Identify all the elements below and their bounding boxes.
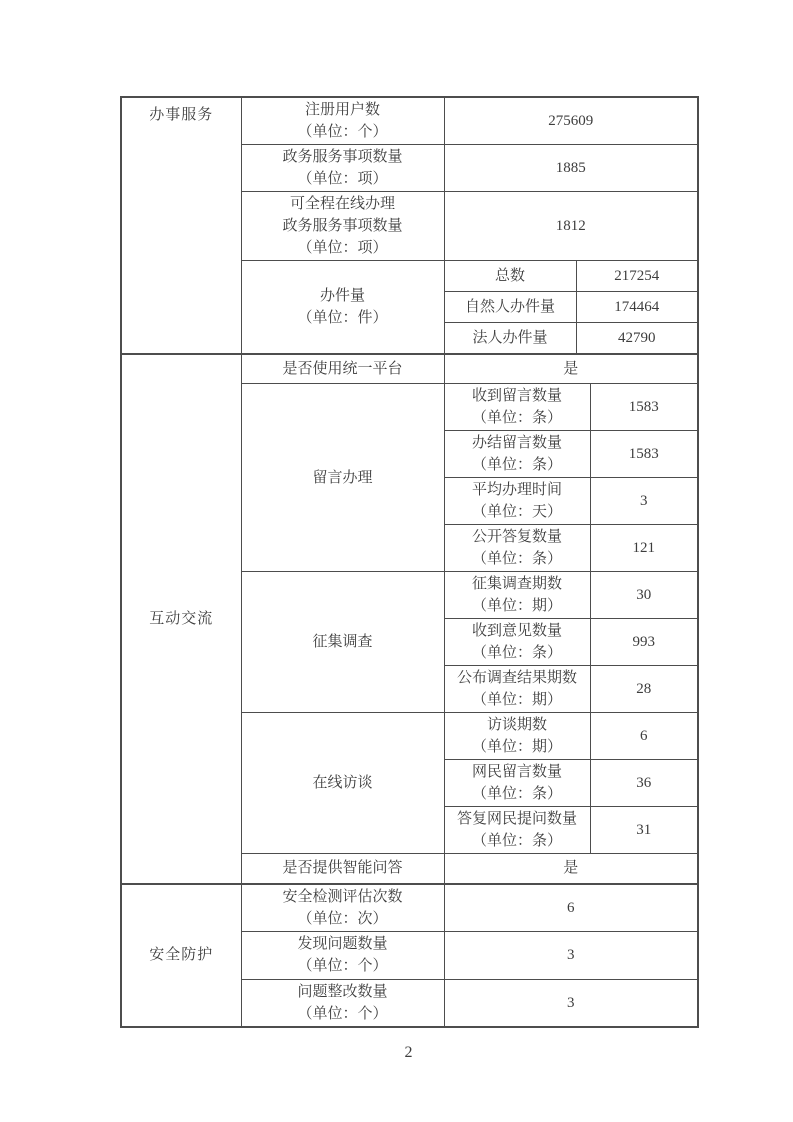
submetric-unit: （单位：期） xyxy=(471,739,562,755)
metric-label-cell: 是否提供智能问答 xyxy=(241,854,444,884)
metric-value: 3 xyxy=(444,931,698,979)
submetric-value: 1583 xyxy=(590,431,698,478)
submetric-unit: （单位：天） xyxy=(471,504,562,520)
group-label-cell: 在线访谈 xyxy=(241,713,444,854)
submetric-label: 办结留言数量 xyxy=(471,435,562,451)
group-unit: （单位：件） xyxy=(297,309,388,326)
submetric-label-cell xyxy=(444,478,590,525)
page-number: 2 xyxy=(404,1044,413,1061)
metric-unit: （单位：个） xyxy=(297,1005,388,1022)
submetric-value: 42790 xyxy=(576,323,698,354)
submetric-label: 访谈期数 xyxy=(486,717,547,733)
metric-label: 注册用户数 xyxy=(304,102,380,118)
metric-unit: （单位：项） xyxy=(297,171,388,187)
submetric-label-cell xyxy=(444,619,590,666)
submetric-value: 28 xyxy=(590,666,698,713)
submetric-label-cell: 总数 xyxy=(444,261,576,292)
metric-label: 政务服务事项数量 xyxy=(282,149,403,165)
submetric-value: 30 xyxy=(590,572,698,619)
submetric-label-cell xyxy=(444,666,590,713)
submetric-label: 征集调查期数 xyxy=(471,576,562,592)
submetric-value: 36 xyxy=(590,760,698,807)
submetric-label: 答复网民提问数量 xyxy=(456,811,577,827)
section-category-label: 安全防护 xyxy=(149,947,214,963)
annual-report-table xyxy=(120,96,699,1028)
section-category-hudong xyxy=(121,354,241,884)
submetric-unit: （单位：条） xyxy=(471,410,562,426)
metric-label-cell xyxy=(241,145,444,192)
submetric-unit: （单位：条） xyxy=(471,457,562,473)
group-label-cell xyxy=(241,261,444,354)
submetric-label-cell: 自然人办件量 xyxy=(444,292,576,323)
submetric-label: 收到意见数量 xyxy=(471,623,562,639)
submetric-unit: （单位：条） xyxy=(471,786,562,802)
submetric-value: 121 xyxy=(590,525,698,572)
section-category-label: 办事服务 xyxy=(149,107,214,123)
metric-unit: （单位：项） xyxy=(297,240,388,256)
section-category-anquan xyxy=(121,884,241,1027)
metric-value: 1812 xyxy=(444,192,698,261)
submetric-label-cell xyxy=(444,525,590,572)
submetric-value: 174464 xyxy=(576,292,698,323)
submetric-label-cell xyxy=(444,572,590,619)
metric-label-cell xyxy=(241,97,444,145)
group-label-cell: 征集调查 xyxy=(241,572,444,713)
submetric-label-cell xyxy=(444,384,590,431)
submetric-label: 网民留言数量 xyxy=(471,764,562,780)
metric-label-line2: 政务服务事项数量 xyxy=(282,218,403,234)
submetric-label-cell xyxy=(444,807,590,854)
metric-value: 6 xyxy=(444,884,698,932)
submetric-value: 1583 xyxy=(590,384,698,431)
submetric-label-cell xyxy=(444,760,590,807)
submetric-label: 收到留言数量 xyxy=(471,388,562,404)
submetric-value: 31 xyxy=(590,807,698,854)
submetric-unit: （单位：条） xyxy=(471,645,562,661)
metric-label-cell xyxy=(241,192,444,261)
submetric-unit: （单位：期） xyxy=(471,692,562,708)
submetric-label: 公开答复数量 xyxy=(471,529,562,545)
metric-label-cell xyxy=(241,884,444,932)
metric-unit: （单位：个） xyxy=(297,958,388,974)
metric-unit: （单位：个） xyxy=(297,124,388,140)
submetric-label-cell xyxy=(444,713,590,760)
submetric-unit: （单位：条） xyxy=(471,551,562,567)
metric-value: 275609 xyxy=(444,97,698,145)
submetric-unit: （单位：期） xyxy=(471,598,562,614)
section-category-banshi xyxy=(121,97,241,354)
submetric-unit: （单位：条） xyxy=(471,833,562,849)
submetric-label: 公布调查结果期数 xyxy=(456,670,577,686)
metric-label: 安全检测评估次数 xyxy=(282,888,403,905)
metric-label-cell: 是否使用统一平台 xyxy=(241,354,444,384)
metric-label: 可全程在线办理 xyxy=(289,196,395,212)
metric-label-cell xyxy=(241,979,444,1027)
metric-value: 1885 xyxy=(444,145,698,192)
submetric-value: 993 xyxy=(590,619,698,666)
submetric-label-cell xyxy=(444,431,590,478)
metric-value: 是 xyxy=(444,854,698,884)
metric-value: 3 xyxy=(444,979,698,1027)
submetric-value: 217254 xyxy=(576,261,698,292)
metric-unit: （单位：次） xyxy=(297,910,388,927)
submetric-label: 平均办理时间 xyxy=(471,482,562,498)
submetric-label-cell: 法人办件量 xyxy=(444,323,576,354)
submetric-value: 3 xyxy=(590,478,698,525)
metric-label: 发现问题数量 xyxy=(297,936,388,952)
section-category-label: 互动交流 xyxy=(149,610,214,627)
metric-value: 是 xyxy=(444,354,698,384)
group-label: 办件量 xyxy=(319,287,365,304)
group-label-cell: 留言办理 xyxy=(241,384,444,572)
metric-label-cell xyxy=(241,931,444,979)
metric-label: 问题整改数量 xyxy=(297,983,388,1000)
submetric-value: 6 xyxy=(590,713,698,760)
